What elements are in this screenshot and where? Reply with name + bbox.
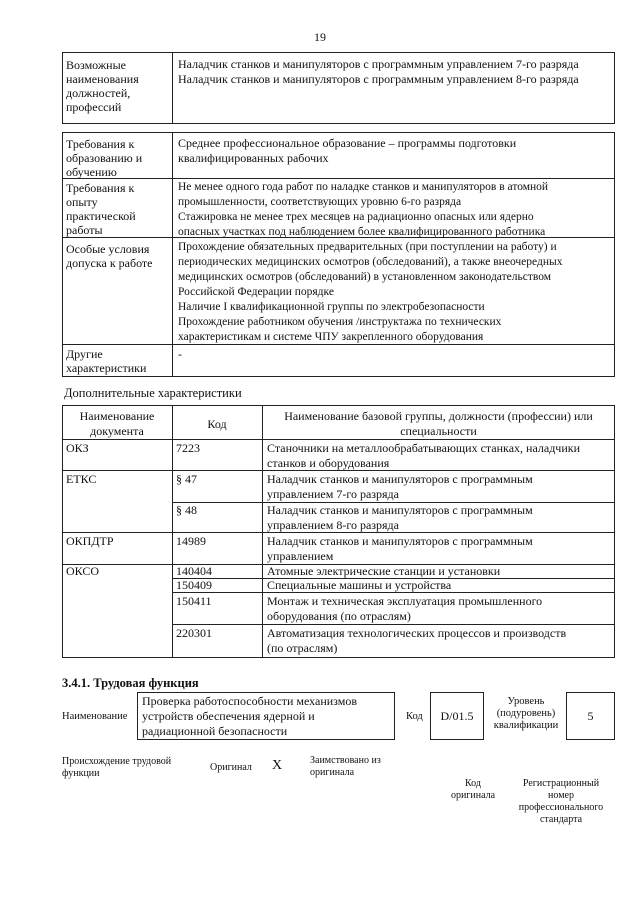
other-label: Другие характеристики (66, 347, 147, 375)
professions-values: Наладчик станков и манипуляторов с программным управлением 7-го разряда Наладчик станков и манипуляторов с программным управлением 8-го разряда (178, 57, 579, 86)
reg-number-label: Регистрационный номер профессионального стандарта (518, 778, 604, 825)
original-mark: X (272, 758, 283, 773)
row-name: Станочники на металлообрабатывающих станках, наладчики станков и оборудования (267, 441, 581, 470)
function-heading: 3.4.1. Трудовая функция (62, 676, 199, 690)
other-value: - (178, 347, 182, 361)
education-value: Среднее профессиональное образование – программы подготовки квалифицированных рабочих (178, 136, 517, 165)
row-name: Наладчик станков и манипуляторов с программным управлением 7-го разряда (267, 472, 533, 501)
row-name: Атомные электрические станции и установки (267, 564, 501, 578)
origin-label: Происхождение трудовой функции (62, 756, 172, 779)
function-code-value: D/01.5 (440, 709, 474, 723)
original-label: Оригинал (210, 762, 252, 773)
professions-label: Возможные наименования должностей, профессий (66, 58, 139, 114)
row-doc: ОКПДТР (66, 534, 114, 548)
row-name: Наладчик станков и манипуляторов с программным управлением (267, 534, 533, 563)
additional-heading: Дополнительные характеристики (64, 386, 242, 400)
row-doc: ЕТКС (66, 472, 97, 486)
header-document: Наименование документа (79, 409, 155, 438)
row-code: 14989 (176, 534, 206, 548)
row-doc: ОКСО (66, 564, 100, 578)
header-code: Код (207, 417, 227, 431)
row-code: 7223 (176, 441, 200, 455)
admission-label: Особые условия допуска к работе (66, 242, 153, 270)
code-original-label: Код оригинала (450, 778, 496, 801)
function-code-label: Код (406, 711, 423, 722)
row-code: 150409 (176, 578, 212, 592)
row-code: § 48 (176, 503, 197, 517)
function-level-label: Уровень (подуровень) квалификации (493, 696, 559, 731)
function-name-value: Проверка работоспособности механизмов устройств обеспечения ядерной и радиационной безопасности (142, 694, 358, 738)
row-name: Наладчик станков и манипуляторов с программным управлением 8-го разряда (267, 503, 533, 532)
row-code: 140404 (176, 564, 212, 578)
experience-value: Не менее одного года работ по наладке станков и манипуляторов в атомной промышленности, соответствующих уровню 6-го разряда Стажировка не менее трех месяцев на радиационно опасных или ядерно опасных участках под наблюдением более квалифицированного работника (178, 181, 549, 238)
borrowed-label: Заимствовано из оригинала (310, 755, 381, 778)
function-name-label: Наименование (62, 711, 128, 722)
row-code: § 47 (176, 472, 197, 486)
header-name: Наименование базовой группы, должности (профессии) или специальности (284, 409, 593, 438)
row-name: Автоматизация технологических процессов и производств (по отраслям) (267, 626, 567, 655)
admission-value: Прохождение обязательных предварительных (при поступлении на работу) и периодических медицинских осмотров (обследований), а также внеочередных медицинских осмотров (обследований) в установленном законодательством Российской Федерации порядке Наличие I квалификационной группы по электробезопасности Прохождение работником обучения /инструктажа по технических характеристикам и системе ЧПУ закрепленного оборудования (178, 241, 563, 343)
page-number: 19 (314, 30, 326, 44)
row-code: 150411 (176, 594, 212, 608)
row-code: 220301 (176, 626, 212, 640)
row-name: Специальные машины и устройства (267, 578, 452, 592)
row-doc: ОКЗ (66, 441, 89, 455)
education-label: Требования к образованию и обучению (66, 137, 143, 179)
row-name: Монтаж и техническая эксплуатация промышленного оборудования (по отраслям) (267, 594, 543, 623)
experience-label: Требования к опыту практической работы (66, 181, 136, 237)
function-level-value: 5 (587, 709, 594, 723)
